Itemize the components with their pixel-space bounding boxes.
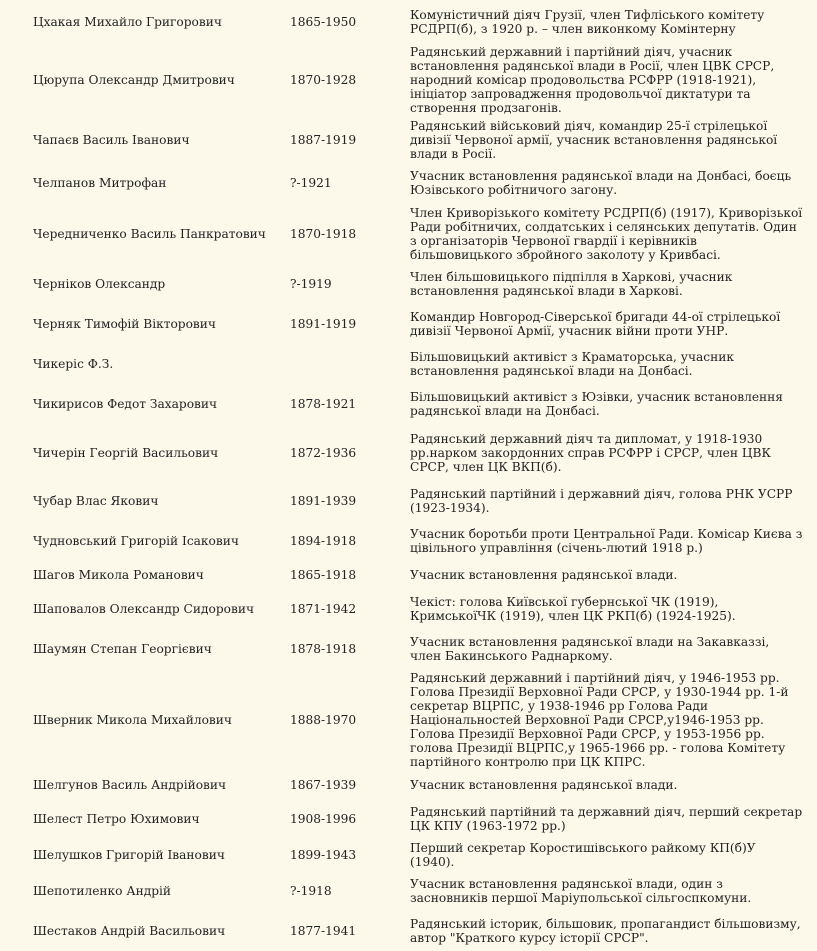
life-years: 1887-1919 <box>290 133 357 147</box>
person-description: Учасник встановлення радянської влади. <box>410 568 678 582</box>
person-name: Чичерін Георгій Васильович <box>33 445 219 460</box>
person-description: Радянський державний і партійний діяч, у 1946-1953 рр. Голова Президії Верховної Ради СРСР, у 1930-1944 рр. 1-й секретар ВЦРПС, у 1938-1946 рр Голова Ради Національностей Верховної Ради СРСР,у1946-1953 рр. Голова Президії Верховної Ради СРСР, у 1953-1956 рр. голова Президії ВЦРПС,у 1965-1966 рр. - голова Комітету партійного контролю при ЦК КПРС. <box>410 671 789 769</box>
person-description: Радянський державний діяч та дипломат, у 1918-1930 рр.нарком закордонних справ РСФРР і СРСР, член ЦВК СРСР, член ЦК ВКП(б). <box>410 431 771 474</box>
person-name: Шагов Микола Романович <box>33 568 204 582</box>
table-row <box>0 871 817 911</box>
life-years: 1878-1918 <box>290 642 357 656</box>
table-row <box>0 911 817 951</box>
person-description: Комуністичний діяч Грузії, член Тифліського комітету РСДРП(б), з 1920 р. – член виконкому Комінтерну <box>410 7 765 36</box>
life-years: 1891-1939 <box>290 494 357 508</box>
table-row <box>0 344 817 384</box>
person-description: Учасник встановлення радянської влади. <box>410 778 678 792</box>
life-years: 1865-1918 <box>290 568 357 582</box>
person-description: Учасник встановлення радянської влади на Закавказзі, член Бакинського Раднаркому. <box>410 635 770 663</box>
person-name: Чикеріс Ф.З. <box>33 357 114 371</box>
person-name: Шелушков Григорій Іванович <box>33 848 225 862</box>
person-description: Учасник боротьби проти Центральної Ради. Комісар Києва з цівільного управління (січень-лютий 1918 р.) <box>410 527 803 555</box>
table-row <box>0 589 817 629</box>
life-years: 1878-1921 <box>290 397 357 411</box>
person-name: Чудновський Григорій Ісакович <box>33 534 239 548</box>
life-years: 1888-1970 <box>290 713 357 727</box>
life-years: ?-1921 <box>290 176 332 190</box>
table-row <box>0 521 817 561</box>
table-row <box>0 163 817 203</box>
life-years: 1865-1950 <box>290 14 357 29</box>
person-name: Чапаєв Василь Іванович <box>33 133 190 147</box>
person-name: Шаумян Степан Георгієвич <box>33 642 212 656</box>
person-name: Чередниченко Василь Панкратович <box>33 226 266 241</box>
life-years: 1871-1942 <box>290 602 357 616</box>
person-description: Радянський військовий діяч, командир 25-ї стрілецької дивізії Червоної армії, учасник встановлення радянської влади в Росії. <box>410 119 778 161</box>
person-description: Радянський партійний та державний діяч, перший секретар ЦК КПУ (1963-1972 рр.) <box>410 805 803 833</box>
person-description: Радянський історик, більшовик, пропагандист більшовизму, автор "Краткого курсу історії СРСР". <box>410 917 801 945</box>
table-row <box>0 203 817 264</box>
table-row <box>0 384 817 424</box>
person-name: Чубар Влас Якович <box>33 494 159 508</box>
life-years: 1877-1941 <box>290 924 357 938</box>
person-description: Радянський державний і партійний діяч, учасник встановлення радянської влади в Росії, член ЦВК СРСР, народний комісар продовольства РСФРР (1918-1921), ініціатор запровадження продовольчої диктатури та створення продзагонів. <box>410 45 775 115</box>
person-name: Цюрупа Олександр Дмитрович <box>33 73 235 87</box>
person-description: Перший секретар Коростишівського райкому КП(б)У (1940). <box>410 841 756 869</box>
person-name: Челпанов Митрофан <box>33 176 167 190</box>
person-description: Радянський партійний і державний діяч, голова РНК УСРР (1923-1934). <box>410 487 793 515</box>
person-name: Шверник Микола Михайлович <box>33 713 232 727</box>
person-name: Шестаков Андрій Васильович <box>33 924 226 938</box>
table-row <box>0 424 817 481</box>
person-description: Більшовицький активіст з Юзівки, учасник встановлення радянської влади на Донбасі. <box>410 390 783 418</box>
life-years: 1867-1939 <box>290 778 357 792</box>
life-years: ?-1919 <box>290 277 332 291</box>
life-years: 1870-1928 <box>290 73 357 87</box>
person-name: Черніков Олександр <box>33 277 166 291</box>
person-name: Чикирисов Федот Захарович <box>33 397 218 411</box>
person-description: Більшовицький активіст з Краматорська, учасник встановлення радянської влади на Донбасі. <box>410 350 734 378</box>
person-description: Член Криворізького комітету РСДРП(б) (1917), Криворізької Ради робітничих, солдатських і селянських депутатів. Один з організаторів Червоної гвардії і керівників більшовицького збройного заколоту у Кривбасі. <box>410 205 803 262</box>
life-years: ?-1918 <box>290 884 332 898</box>
life-years <box>290 344 410 384</box>
person-name: Цхакая Михайло Григорович <box>33 14 222 29</box>
table-row <box>0 799 817 839</box>
person-name: Шаповалов Олександр Сидорович <box>33 602 255 616</box>
table-row <box>0 839 817 871</box>
person-description: Командир Новгород-Сіверської бригади 44-ої стрілецької дивізії Червоної Армії, учасник війни проти УНР. <box>410 310 781 338</box>
table-row <box>0 117 817 163</box>
table-row <box>0 561 817 589</box>
table-row <box>0 43 817 117</box>
life-years: 1870-1918 <box>290 226 357 241</box>
person-description: Учасник встановлення радянської влади на Донбасі, боєць Юзівського робітничого загону. <box>410 169 792 197</box>
table-row <box>0 481 817 521</box>
person-description: Член більшовицького підпілля в Харкові, учасник встановлення радянської влади в Харкові. <box>410 270 733 298</box>
life-years: 1872-1936 <box>290 445 357 460</box>
life-years: 1891-1919 <box>290 317 357 331</box>
life-years: 1899-1943 <box>290 848 357 862</box>
table-row <box>0 264 817 304</box>
table-row <box>0 629 817 669</box>
person-name: Черняк Тимофій Вікторович <box>33 317 216 331</box>
table-row <box>0 669 817 771</box>
table-row <box>0 771 817 799</box>
person-name: Шелгунов Василь Андрійович <box>33 778 227 792</box>
person-description: Чекіст: голова Київської губернської ЧК (1919), КримськоїЧК (1919), член ЦК РКП(б) (1924-1925). <box>410 595 736 623</box>
person-description: Учасник встановлення радянської влади, один з засновників першої Маріупольської сільгоспкомуни. <box>410 877 752 905</box>
table-row <box>0 304 817 344</box>
life-years: 1908-1996 <box>290 812 357 826</box>
person-name: Шепотиленко Андрій <box>33 884 172 898</box>
person-name: Шелест Петро Юхимович <box>33 812 200 826</box>
life-years: 1894-1918 <box>290 534 357 548</box>
table-row <box>0 0 817 43</box>
